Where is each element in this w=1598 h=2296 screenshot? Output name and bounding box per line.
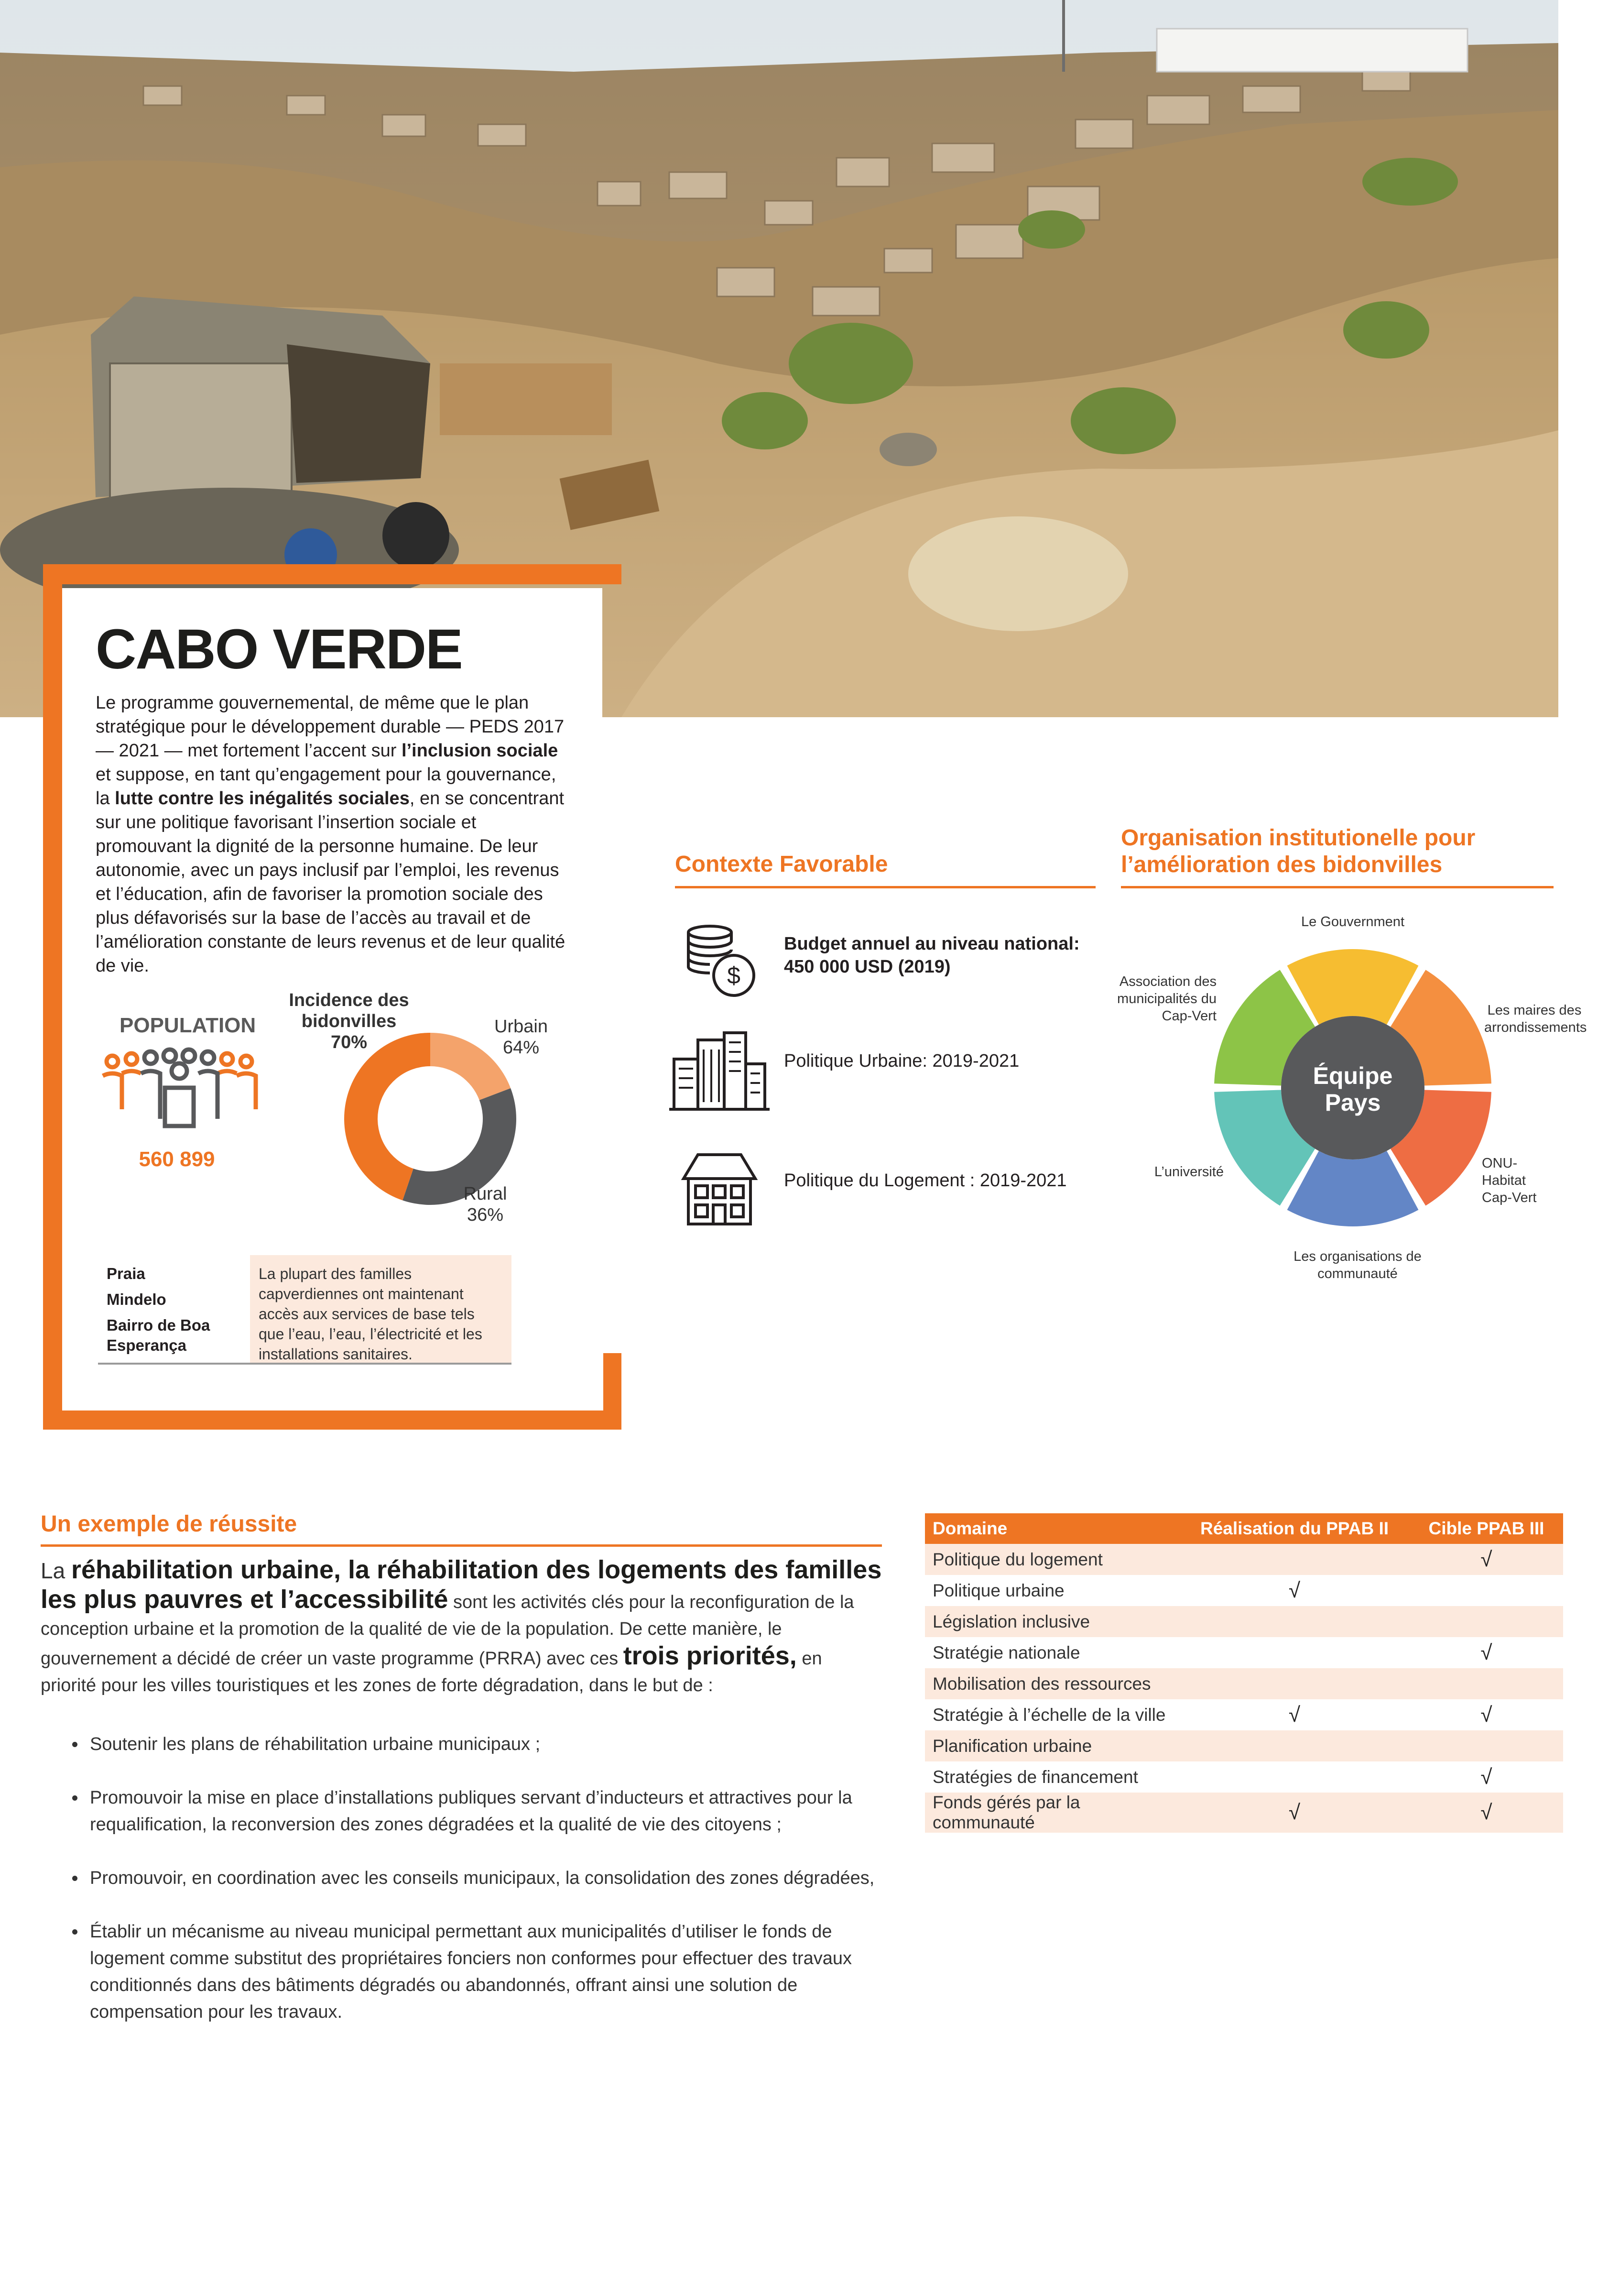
population-value: 560 899: [139, 1148, 215, 1171]
intro-text-2: et suppose, en tant qu’engagement pour la gouvernance, la: [96, 765, 556, 809]
cycle-segment: [1287, 949, 1419, 1025]
table-row: [925, 1730, 1563, 1761]
page-title: CABO VERDE: [96, 618, 462, 681]
ppab-realisation-cell: [1179, 1544, 1410, 1575]
ppab-domaine-cell: Politique urbaine: [933, 1580, 1065, 1600]
ppab-cible-cell: √: [1480, 1765, 1492, 1789]
success-bold-1: réhabilitation urbaine, la réhabilitation des logements des familles les plus pauvres et l’accessibilité: [41, 1555, 882, 1614]
donut-label-rural: [447, 1183, 523, 1225]
bullet-item: • Établir un mécanisme au niveau municipal permettant aux municipalités d’utiliser le fonds de logement comme substitut des propriétaires fonciers non conformes pour effectuer des travaux conditionnés dans des bâtiments dégradés ou abandonnés, offrant ainsi une solution de compensation pour les travaux.: [86, 1918, 891, 2025]
ppab-cible-cell: √: [1410, 1544, 1563, 1575]
house-icon: [679, 1150, 760, 1229]
table-row: [925, 1606, 1563, 1637]
ppab-domaine-cell: Stratégie à l’échelle de la ville: [933, 1705, 1166, 1725]
ppab-realisation-cell: √: [1288, 1578, 1301, 1602]
ppab-header-row: [925, 1513, 1563, 1544]
frame-bottom: [43, 1410, 621, 1430]
frame-left: [43, 564, 62, 1430]
city-name: Bairro de Boa Esperança: [107, 1316, 210, 1354]
ppab-domaine-cell: Mobilisation des ressources: [925, 1668, 1179, 1699]
people-icon: [93, 1047, 265, 1136]
ppab-domaine-cell: Planification urbaine: [925, 1730, 1179, 1761]
ppab-realisation-cell: [1179, 1730, 1410, 1761]
ppab-header-realisation: Réalisation du PPAB II: [1179, 1513, 1410, 1544]
ppab-header-domaine: Domaine: [925, 1513, 1179, 1544]
buildings-icon: [669, 1030, 770, 1114]
rural-value: 36%: [467, 1205, 504, 1225]
cycle-label-association: Association des municipalités du Cap-Vert: [1117, 974, 1217, 1024]
intro-text-3: , en se concentrant sur une politique favorisant l’insertion sociale et promouvant la dignité de la personne humaine. De leur autonomie, avec un pays inclusif par l’emploi, les revenus et l’éducation, afin de favoriser la promotion sociale des plus défavorisés sur la base de l’accès au travail et de l’amélioration constante de leurs revenus et de leur qualité de vie.: [96, 788, 565, 976]
donut-label-urbain: [478, 1016, 564, 1058]
incidence-value: 70%: [330, 1032, 368, 1052]
center-label-2: Pays: [1325, 1089, 1381, 1116]
intro-text-1: Le programme gouvernemental, de même que le plan stratégique pour le développement durable — PEDS 2017 — 2021 — met fortement l’accent sur: [96, 693, 565, 761]
ppab-cible-cell: [1410, 1730, 1563, 1761]
urbain-value: 64%: [502, 1038, 540, 1058]
cycle-label-organisations: Les organisations de communauté: [1294, 1249, 1422, 1281]
organisation-title: Organisation institutionelle pour l’amélioration des bidonvilles: [1121, 825, 1476, 877]
ppab-domaine-cell: Stratégie nationale: [933, 1642, 1080, 1662]
city-list: [98, 1255, 246, 1363]
cycle-label-onu-habitat: ONU-Habitat Cap-Vert: [1482, 1156, 1537, 1205]
ppab-cible-cell: [1410, 1668, 1563, 1699]
organisation-rule: [1121, 886, 1554, 888]
table-row: [925, 1544, 1563, 1575]
city-table-rule: [98, 1363, 511, 1365]
table-row: [925, 1761, 1563, 1793]
ppab-realisation-cell: √: [1179, 1793, 1410, 1833]
ppab-domaine-cell: Politique du logement: [925, 1544, 1179, 1575]
bullet-item: • Promouvoir, en coordination avec les conseils municipaux, la consolidation des zones dégradées,: [86, 1865, 891, 1891]
bullet-item: • Promouvoir la mise en place d’installations publiques servant d’inducteurs et attractives pour la requalification, la reconversion des zones dégradées et la qualité de vie des citoyens ;: [86, 1784, 891, 1838]
politique-logement-text: Politique du Logement : 2019-2021: [784, 1170, 1067, 1191]
contexte-rule: [675, 886, 1096, 888]
ppab-domaine-cell: Fonds gérés par la communauté: [925, 1793, 1179, 1833]
ppab-cible-cell: √: [1480, 1640, 1492, 1664]
success-text-3: en priorité pour les villes touristiques et les zones de forte dégradation, dans le but de :: [41, 1649, 822, 1695]
intro-paragraph: [96, 691, 574, 978]
budget-text: Budget annuel au niveau national: 450 000 USD (2019): [784, 934, 1080, 977]
rural-label: Rural: [463, 1184, 507, 1204]
intro-bold-1: l’inclusion sociale: [401, 741, 558, 761]
success-text-1: La: [41, 1558, 71, 1583]
success-bold-2: trois priorités,: [623, 1641, 797, 1670]
ppab-realisation-cell: [1179, 1761, 1410, 1793]
ppab-realisation-cell: [1179, 1637, 1410, 1668]
table-row: [925, 1637, 1563, 1668]
city-name: Mindelo: [107, 1290, 166, 1308]
ppab-domaine-cell: Stratégies de financement: [933, 1767, 1138, 1787]
ppab-domaine-cell: Législation inclusive: [925, 1606, 1179, 1637]
ppab-cible-cell: [1410, 1575, 1563, 1606]
table-row: [925, 1793, 1563, 1833]
bullet-item: • Soutenir les plans de réhabilitation urbaine municipaux ;: [86, 1731, 891, 1758]
success-paragraph: [41, 1556, 882, 1699]
urbain-label: Urbain: [494, 1017, 548, 1037]
cycle-label-gouvernement: Le Gouvernment: [1301, 914, 1404, 929]
ppab-cible-cell: [1410, 1606, 1563, 1637]
city-table: [98, 1255, 511, 1365]
table-row: [925, 1668, 1563, 1699]
organisation-cycle-diagram: [1209, 944, 1496, 1231]
politique-urbaine-text: Politique Urbaine: 2019-2021: [784, 1051, 1020, 1071]
ppab-cible-cell: √: [1480, 1703, 1492, 1727]
population-label: POPULATION: [120, 1014, 256, 1037]
contexte-title: Contexte Favorable: [675, 852, 888, 877]
table-row: [925, 1699, 1563, 1730]
success-text-2: sont les activités clés pour la reconfiguration de la conception urbaine et la promotion de la qualité de vie de la population. De cette manière, le gouvernement a décidé de créer un vaste programme (PRRA) avec ces: [41, 1592, 854, 1669]
center-label-1: Équipe: [1313, 1062, 1393, 1089]
city-note: La plupart des familles capverdiennes ont maintenant accès aux services de base tels que l’eau, l’eau, l’électricité et les installations sanitaires.: [250, 1255, 511, 1363]
ppab-table: [925, 1513, 1563, 1833]
cycle-segment: [1287, 1151, 1419, 1226]
donut-label-incidence: [282, 990, 416, 1053]
ppab-cible-cell: √: [1410, 1793, 1563, 1833]
incidence-label: Incidence des bidonvilles: [289, 990, 409, 1031]
frame-top: [43, 564, 621, 584]
city-name: Praia: [107, 1265, 145, 1282]
ppab-realisation-cell: [1179, 1606, 1410, 1637]
ppab-realisation-cell: [1179, 1668, 1410, 1699]
success-title: Un exemple de réussite: [41, 1511, 297, 1537]
table-row: [925, 1575, 1563, 1606]
cycle-label-universite: L’université: [1154, 1164, 1224, 1180]
cycle-label-maires: Les maires des arrondissements: [1484, 1003, 1587, 1035]
ppab-realisation-cell: √: [1288, 1703, 1301, 1727]
ppab-header-cible: Cible PPAB III: [1410, 1513, 1563, 1544]
success-rule: [41, 1544, 882, 1547]
success-bullet-list: [41, 1731, 891, 2052]
svg-text:$: $: [727, 962, 740, 989]
intro-bold-2: lutte contre les inégalités sociales: [115, 788, 410, 809]
coins-icon: [681, 920, 762, 1004]
